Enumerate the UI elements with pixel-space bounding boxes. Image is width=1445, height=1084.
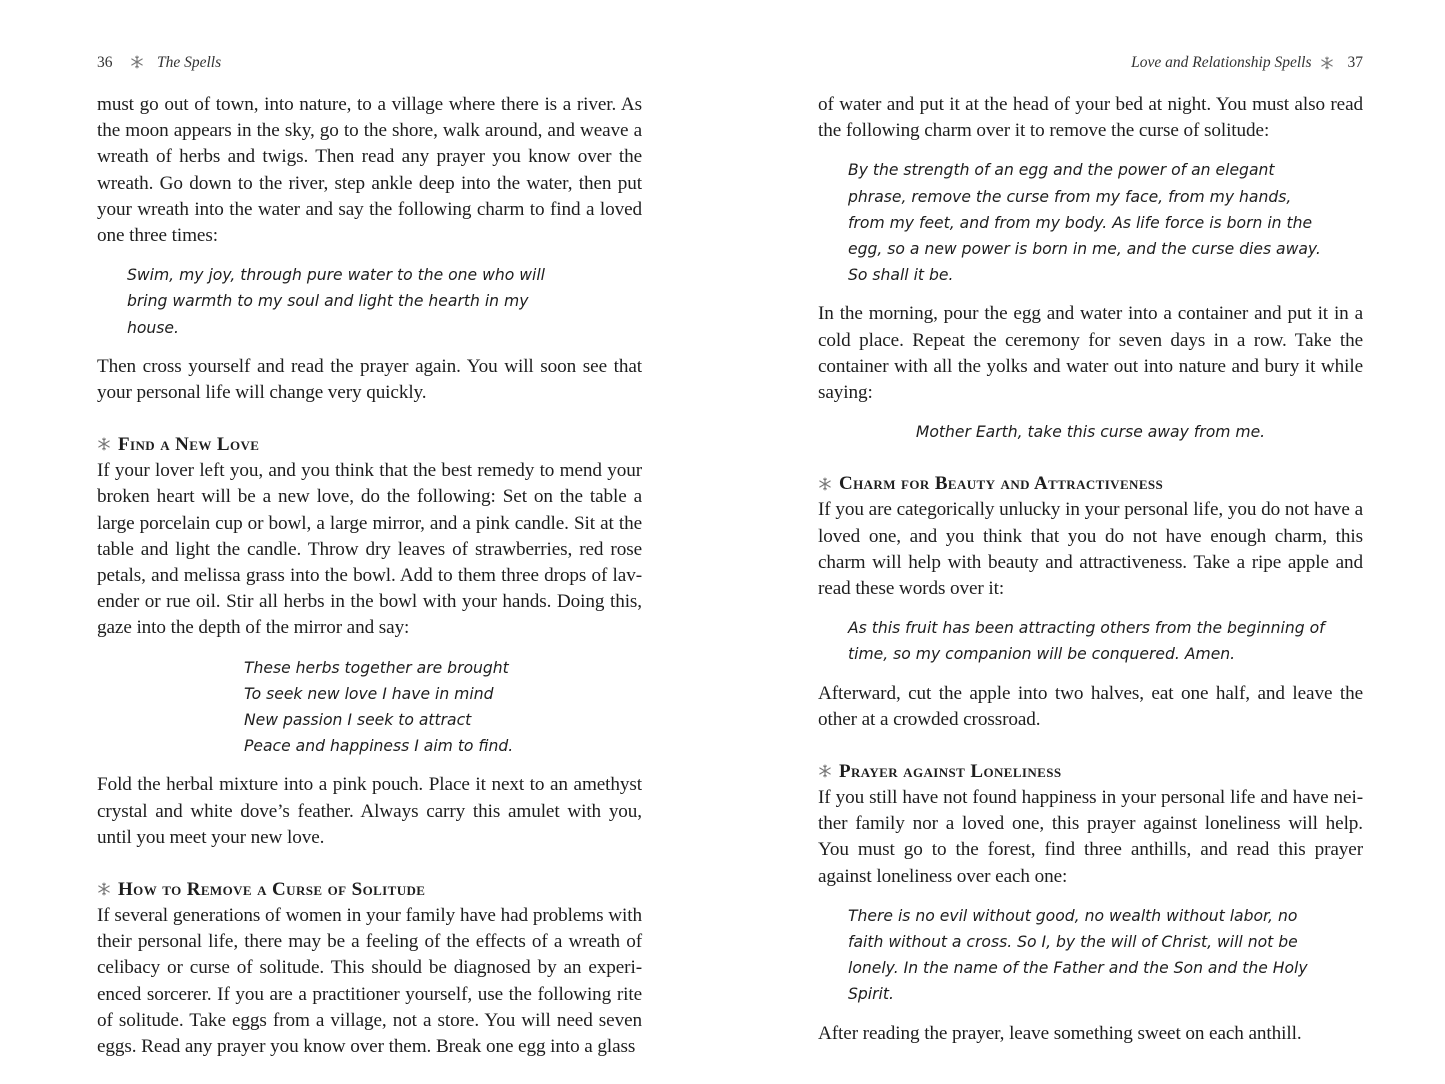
paragraph: If you still have not found happiness in your personal life and have nei-ther family nor a loved one, this prayer against loneliness will help. You must go to the forest, find three anthills, and read this prayer against loneliness over each one: <box>818 787 1363 887</box>
charm-text: As this fruit has been attracting others from the beginning of time, so my companion will be conquered. Amen. <box>848 619 1325 664</box>
snowflake-icon <box>818 764 832 778</box>
charm-text: There is no evil without good, no wealth without labor, no faith without a cross. So I, by the will of Christ, will not be lonely. In the name of the Father and the Son and the Holy Spirit. <box>848 906 1308 1004</box>
left-running-head <box>97 54 642 76</box>
charm-text: Mother Earth, take this curse away from me. <box>915 423 1266 442</box>
paragraph: If you are categorically unlucky in your personal life, you do not have a loved one, and you think that you do not have enough charm, this charm will help with beauty and attractiveness. Take a ripe apple and read these words over it: <box>818 499 1363 600</box>
section-heading <box>818 759 1363 785</box>
poem-line: Peace and happiness I aim to find. <box>244 737 514 756</box>
poem-line: These herbs together are brought <box>244 658 509 677</box>
paragraph: must go out of town, into nature, to a village where there is a river. As the moon appears in the sky, go to the shore, walk around, and weave a wreath of herbs and twigs. Then read any prayer you know over the wreath. Go down to the river, step ankle deep into the water, then put your wreath into the water and say the following charm to find a loved one three times: <box>97 94 642 247</box>
paragraph: If your lover left you, and you think that the best remedy to mend your broken heart will be a new love, do the following: Set on the table a large porcelain cup or bowl, a large mirror, and a pink candle. Sit at the table and light the candle. Throw dry leaves of strawberries, red rose petals, and melissa grass into the bowl. Add to them three drops of lav-ender or rue oil. Stir all herbs in the bowl with your hands. Doing this, gaze into the depth of the mirror and say: <box>97 460 642 639</box>
right-running-head <box>818 54 1363 76</box>
section-heading <box>818 471 1363 497</box>
poem-line: To seek new love I have in mind <box>244 684 494 703</box>
section-heading <box>97 877 642 903</box>
right-page-content <box>818 92 1363 1047</box>
paragraph: Afterward, cut the apple into two halves, eat one half, and leave the other at a crowded crossroad. <box>818 682 1363 730</box>
poem <box>244 655 642 760</box>
paragraph: Then cross yourself and read the prayer again. You will soon see that your personal life will change very quickly. <box>97 355 642 404</box>
right-running-title: Love and Relationship Spells <box>1131 54 1312 71</box>
section-heading-text: Charm for Beauty and Attractiveness <box>839 473 1164 495</box>
paragraph: After reading the prayer, leave something sweet on each anthill. <box>818 1022 1302 1044</box>
snowflake-icon <box>97 437 111 451</box>
paragraph: Fold the herbal mixture into a pink pouch. Place it next to an amethyst crystal and white dove’s feather. Always carry this amulet with you, until you meet your new love. <box>97 774 642 848</box>
section-heading <box>97 432 642 458</box>
charm-text: Swim, my joy, through pure water to the one who will bring warmth to my soul and light the hearth in my house. <box>127 266 545 337</box>
section-heading-text: Find a New Love <box>118 434 260 456</box>
charm-text: By the strength of an egg and the power of an elegant phrase, remove the curse from my face, from my hands, from my feet, and from my body. As life force is born in the egg, so a new power is born in me, and the curse dies away. So shall it be. <box>848 161 1321 285</box>
snowflake-icon <box>130 55 144 69</box>
section-heading-text: Prayer against Loneliness <box>839 761 1062 783</box>
left-page-content <box>97 92 642 1060</box>
paragraph: In the morning, pour the egg and water into a container and put it in a cold place. Repeat the ceremony for seven days in a row. Take the container with all the yolks and water out into nature and bury it while saying: <box>818 303 1363 404</box>
paragraph: If several generations of women in your family have had problems with their personal life, there may be a feeling of the effects of a wreath of celibacy or curse of solitude. This should be diagnosed by an experi-enced sorcerer. If you are a practitioner yourself, use the following rite of solitude. Take eggs from a village, not a store. You will need seven eggs. Read any prayer you know over them. Break one egg into a glass <box>97 905 642 1058</box>
right-page-number: 37 <box>1347 54 1363 71</box>
poem-line: New passion I seek to attract <box>244 711 472 730</box>
snowflake-icon <box>97 882 111 896</box>
section-heading-text: How to Remove a Curse of Solitude <box>118 879 426 901</box>
snowflake-icon <box>1320 56 1334 70</box>
left-page-number: 36 <box>97 54 113 71</box>
paragraph: of water and put it at the head of your bed at night. You must also read the following charm over it to remove the curse of solitude: <box>818 94 1363 142</box>
left-running-title: The Spells <box>157 54 222 71</box>
snowflake-icon <box>818 477 832 491</box>
